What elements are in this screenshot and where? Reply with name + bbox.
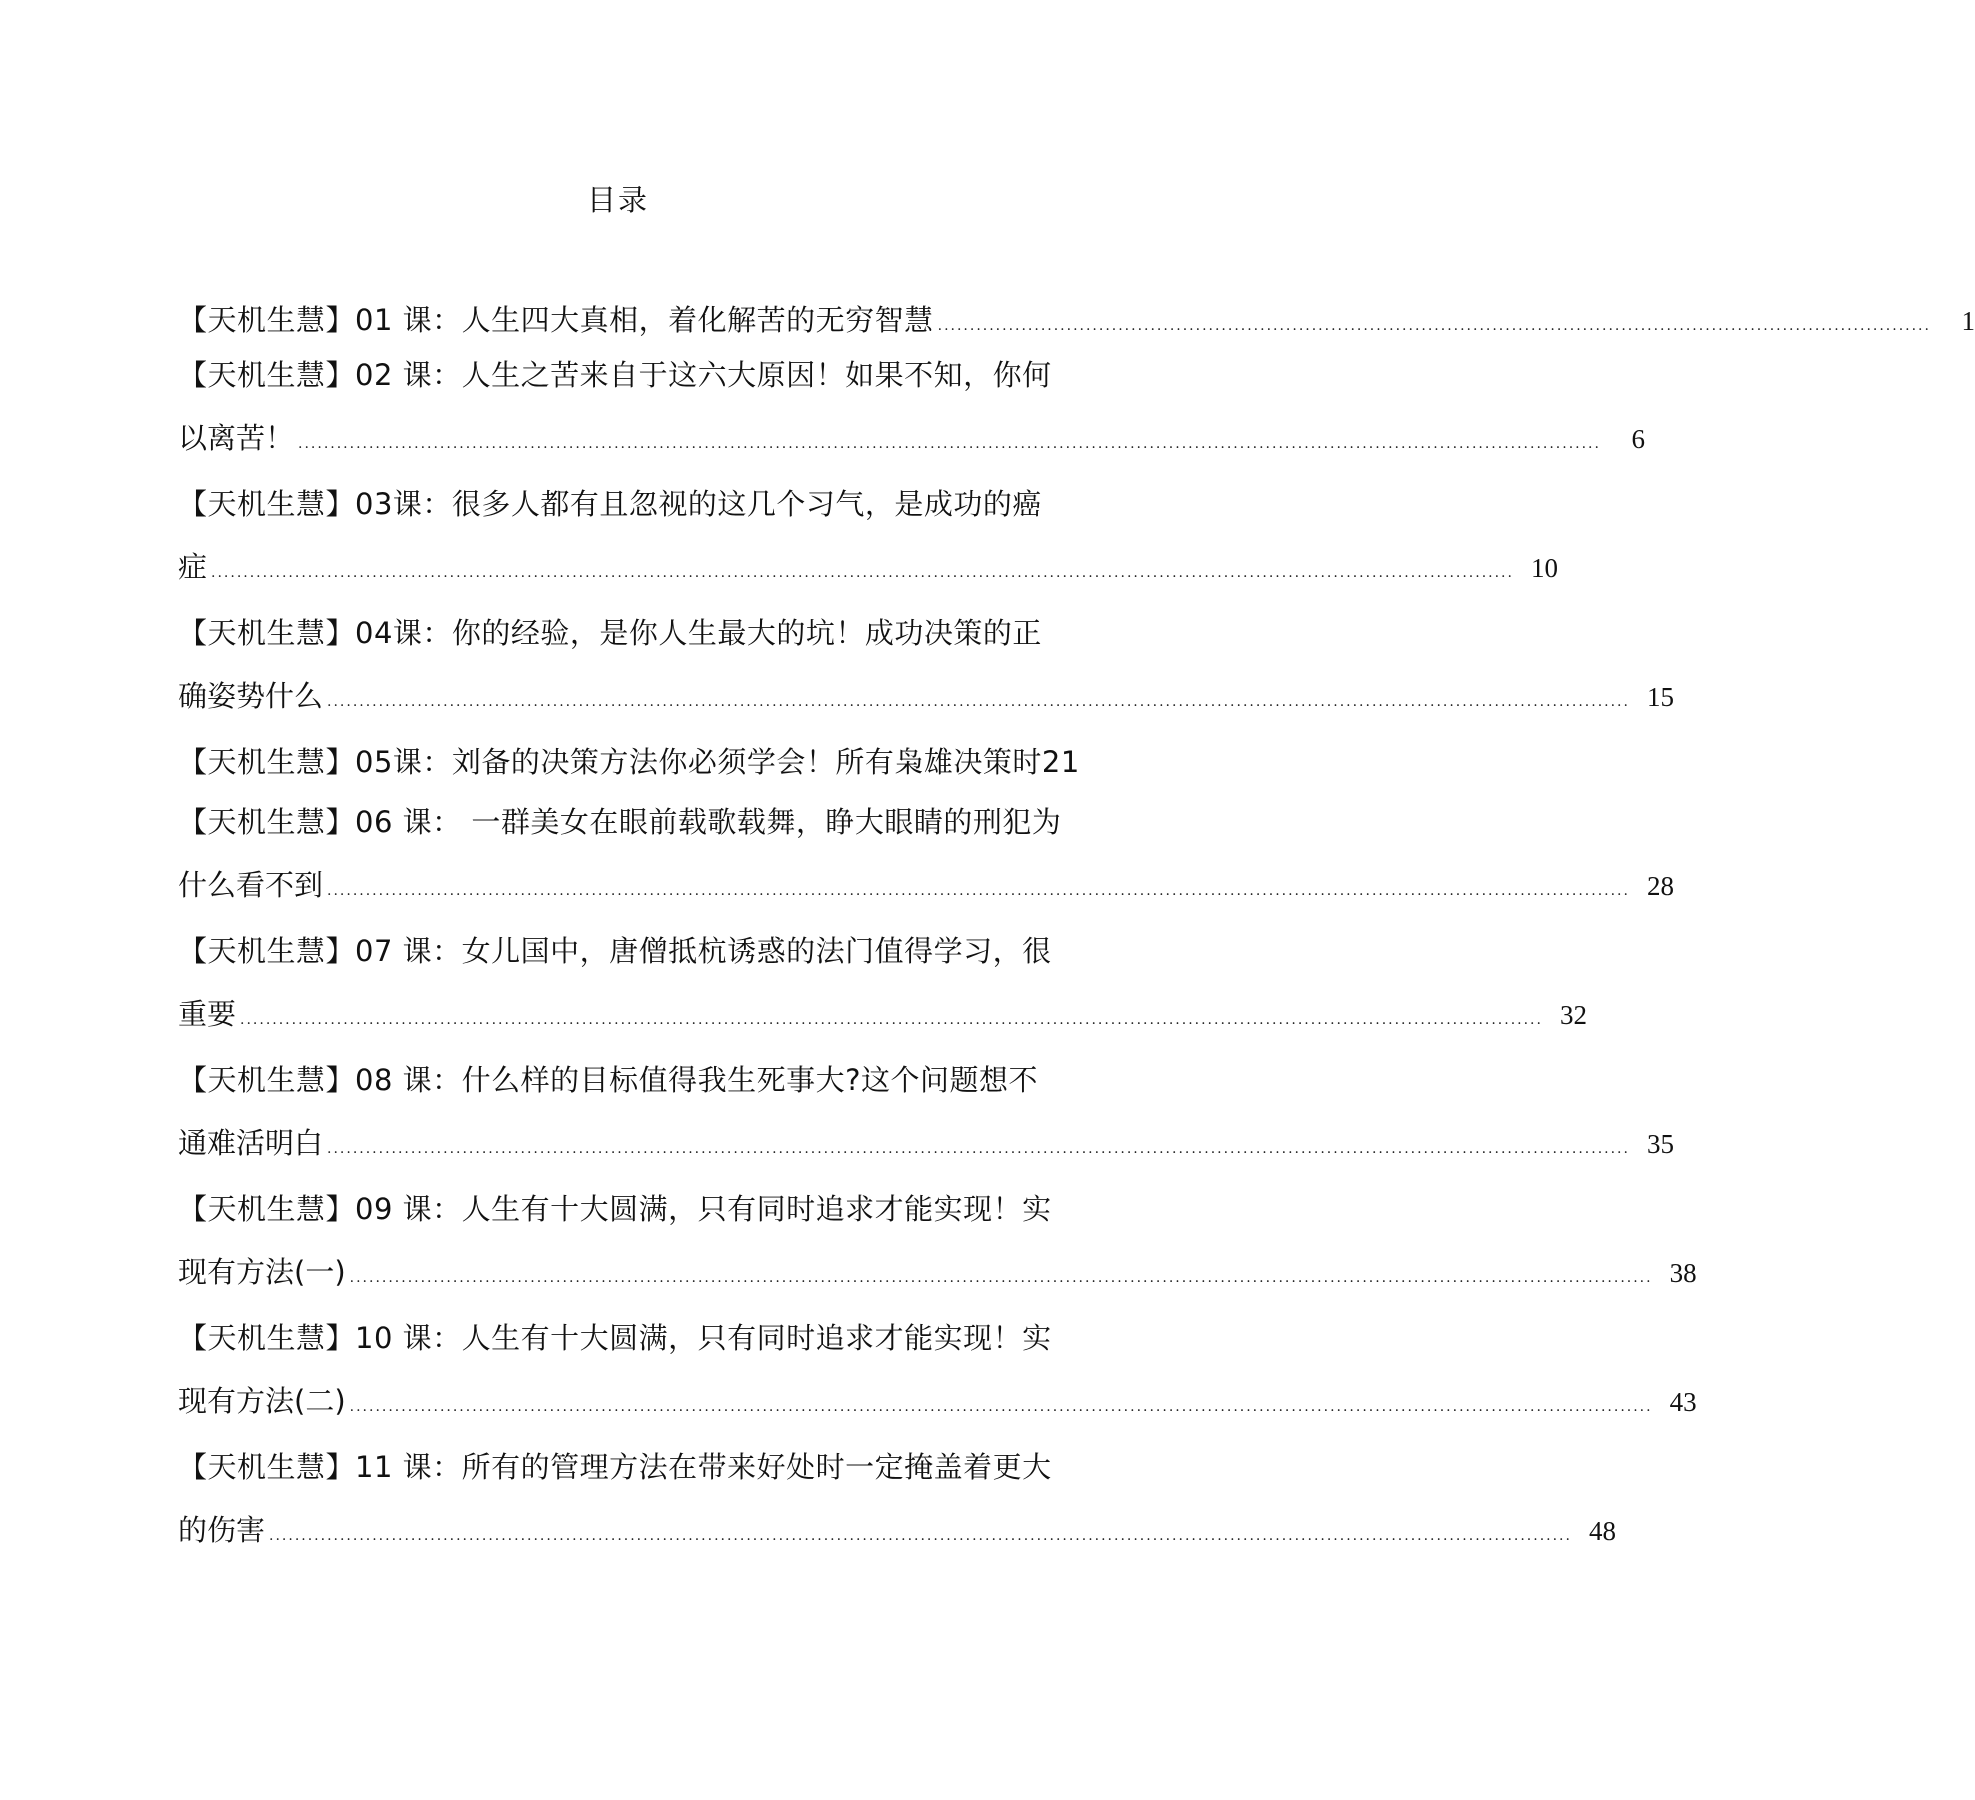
toc-entry-text-continued: 现有方法(一) xyxy=(178,1255,346,1289)
toc-line xyxy=(178,1121,1674,1187)
dot-leader: .......................................................................................................................................................................................................... xyxy=(298,436,1601,452)
toc-line xyxy=(178,1445,1060,1508)
toc-line xyxy=(178,611,1060,674)
toc-entry-text: 【天机生慧】10 课：人生有十大圆满，只有同时追求才能实现！实 xyxy=(178,1321,1052,1355)
toc-line xyxy=(178,929,1060,992)
toc-line xyxy=(178,416,1645,482)
toc-entry-text: 【天机生慧】05课：刘备的决策方法你必须学会！所有枭雄决策时21 xyxy=(178,745,1080,779)
toc-entry-text: 【天机生慧】11 课：所有的管理方法在带来好处时一定掩盖着更大 xyxy=(178,1450,1052,1484)
toc-entry-text: 【天机生慧】04课：你的经验，是你人生最大的坑！成功决策的正 xyxy=(178,616,1042,650)
toc-entry-text-continued: 的伤害 xyxy=(178,1513,266,1547)
toc-entry-text: 【天机生慧】08 课：什么样的目标值得我生死事大?这个问题想不 xyxy=(178,1063,1039,1097)
toc-line xyxy=(178,545,1558,611)
toc-entry-11[interactable] xyxy=(178,1445,1616,1574)
dot-leader: .......................................................................................................................................................................................................... xyxy=(269,1528,1572,1544)
dot-leader: .......................................................................................................................................................................................................... xyxy=(349,1399,1653,1415)
toc-list xyxy=(178,298,1975,1574)
toc-entry-07[interactable] xyxy=(178,929,1587,1058)
toc-entry-10[interactable] xyxy=(178,1316,1697,1445)
toc-entry-01[interactable] xyxy=(178,298,1975,353)
page-number: 28 xyxy=(1646,871,1674,901)
toc-entry-02[interactable] xyxy=(178,353,1645,482)
page-number: 15 xyxy=(1646,682,1674,712)
toc-entry-text: 【天机生慧】03课：很多人都有且忽视的这几个习气，是成功的癌 xyxy=(178,487,1042,521)
toc-entry-text: 【天机生慧】07 课：女儿国中，唐僧抵杭诱惑的法门值得学习，很 xyxy=(178,934,1052,968)
toc-entry-text-continued: 什么看不到 xyxy=(178,868,324,902)
page-number: 1 xyxy=(1961,306,1975,336)
toc-entry-text-continued: 通难活明白 xyxy=(178,1126,324,1160)
toc-entry-08[interactable] xyxy=(178,1058,1674,1187)
toc-line xyxy=(178,482,1060,545)
toc-entry-text: 【天机生慧】06 课： 一群美女在眼前载歌载舞，睁大眼睛的刑犯为 xyxy=(178,805,1062,839)
page-number: 32 xyxy=(1559,1000,1587,1030)
toc-line xyxy=(178,1187,1060,1250)
toc-entry-03[interactable] xyxy=(178,482,1558,611)
toc-entry-text-continued: 以离苦！ xyxy=(178,421,295,455)
dot-leader: .......................................................................................................................................................... xyxy=(937,318,1931,334)
toc-entry-text-continued: 重要 xyxy=(178,997,237,1031)
page-number: 35 xyxy=(1646,1129,1674,1159)
dot-leader: .......................................................................................................................................................................................................... xyxy=(240,1012,1543,1028)
page-number: 38 xyxy=(1669,1258,1697,1288)
dot-leader: .......................................................................................................................................................................................................... xyxy=(349,1270,1653,1286)
dot-leader: .......................................................................................................................................................................................................... xyxy=(211,565,1514,581)
toc-entry-05[interactable] xyxy=(178,740,1080,800)
toc-entry-09[interactable] xyxy=(178,1187,1697,1316)
toc-line xyxy=(178,740,1080,800)
toc-line xyxy=(178,863,1674,929)
toc-entry-06[interactable] xyxy=(178,800,1674,929)
toc-entry-text-continued: 确姿势什么 xyxy=(178,679,324,713)
dot-leader: .......................................................................................................................................................................................................... xyxy=(327,694,1630,710)
toc-entry-text: 【天机生慧】09 课：人生有十大圆满，只有同时追求才能实现！实 xyxy=(178,1192,1052,1226)
toc-line xyxy=(178,992,1587,1058)
toc-line xyxy=(178,1508,1616,1574)
toc-line xyxy=(178,298,1975,353)
toc-entry-text: 【天机生慧】01 课：人生四大真相，着化解苦的无穷智慧 xyxy=(178,303,934,337)
toc-entry-text-continued: 现有方法(二) xyxy=(178,1384,346,1418)
toc-entry-text-continued: 症 xyxy=(178,550,208,584)
toc-line xyxy=(178,1058,1060,1121)
toc-entry-text: 【天机生慧】02 课：人生之苦来自于这六大原因！如果不知，你何 xyxy=(178,358,1052,392)
page-number: 48 xyxy=(1588,1516,1616,1546)
toc-entry-04[interactable] xyxy=(178,611,1674,740)
toc-line xyxy=(178,1316,1060,1379)
toc-line xyxy=(178,800,1060,863)
dot-leader: .......................................................................................................................................................................................................... xyxy=(327,883,1630,899)
toc-line xyxy=(178,1379,1697,1445)
toc-line xyxy=(178,353,1060,416)
dot-leader: .......................................................................................................................................................................................................... xyxy=(327,1141,1630,1157)
toc-title: 目录 xyxy=(586,183,649,217)
toc-line xyxy=(178,1250,1697,1316)
page-number: 43 xyxy=(1669,1387,1697,1417)
toc-line xyxy=(178,674,1674,740)
page-number: 10 xyxy=(1530,553,1558,583)
page-number: 6 xyxy=(1631,424,1645,454)
